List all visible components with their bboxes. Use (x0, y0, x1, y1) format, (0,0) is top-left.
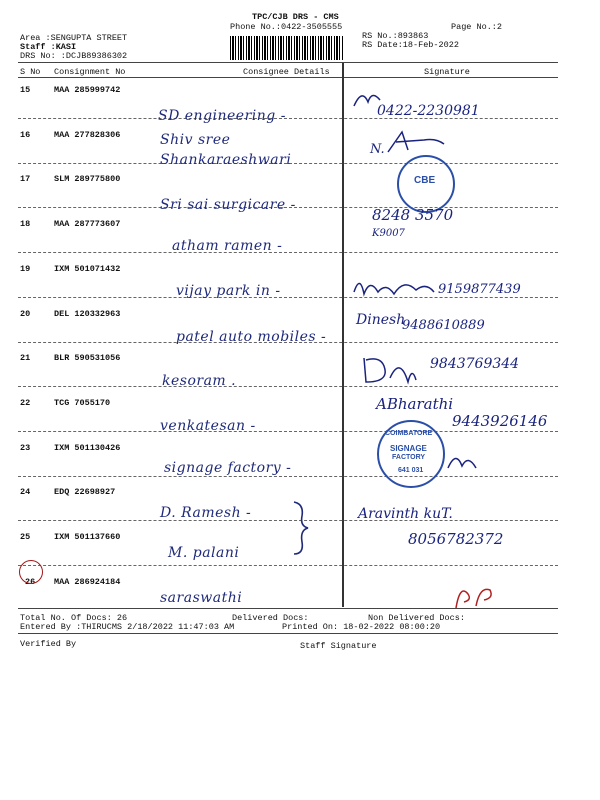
signature-phone: 9159877439 (438, 282, 521, 297)
row-consignment-number: IXM 501137660 (54, 532, 121, 542)
consignee-handwriting: Sri sai surgicare - (160, 197, 296, 213)
row-consignment-number: TCG 7055170 (54, 398, 111, 408)
signature-phone: 9488610889 (402, 318, 485, 333)
footer-rule (18, 608, 558, 609)
signature-scribble (444, 446, 484, 476)
row-consignment-number: BLR 590531056 (54, 353, 121, 363)
consignee-handwriting: atham ramen - (172, 238, 283, 254)
column-consignee: Consignee Details (243, 67, 330, 77)
row-serial: 26 (25, 577, 36, 587)
row-serial: 17 (20, 174, 31, 184)
delivered-docs: Delivered Docs: (232, 613, 309, 623)
signage-factory-stamp: COIMBATORE SIGNAGE FACTORY 641 031 (377, 420, 445, 488)
signature-phone: 9843769344 (430, 356, 520, 372)
row-serial: 23 (20, 443, 31, 453)
row-serial: 22 (20, 398, 31, 408)
consignee-handwriting: patel auto mobiles - (176, 329, 327, 345)
phone-number: Phone No.:0422-3505555 (230, 22, 343, 32)
staff-signature: Staff Signature (300, 641, 377, 651)
consignee-handwriting: signage factory - (164, 460, 292, 476)
consignee-handwriting: venkatesan - (160, 418, 256, 434)
staff-label: Staff :KASI (20, 42, 77, 52)
footer-rule-bottom (18, 633, 558, 634)
row-serial: 19 (20, 264, 31, 274)
signature-note: K9007 (372, 228, 405, 239)
consignee-handwriting: D. Ramesh - (160, 505, 252, 521)
row-separator (18, 476, 558, 477)
signature-phone: 8056782372 (408, 530, 504, 548)
report-title: TPC/CJB DRS - CMS (252, 12, 339, 22)
row-consignment-number: SLM 289775800 (54, 174, 121, 184)
row-separator (18, 565, 558, 566)
row-serial: 25 (20, 532, 31, 542)
verified-by: Verified By (20, 639, 77, 649)
row-consignment-number: IXM 501071432 (54, 264, 121, 274)
consignee-handwriting: Shankaraeshwari (160, 152, 292, 168)
row-serial: 24 (20, 487, 31, 497)
circled-row-marker (19, 560, 43, 584)
total-docs: Total No. Of Docs: 26 (20, 613, 128, 623)
row-consignment-number: MAA 285999742 (54, 85, 121, 95)
row-serial: 18 (20, 219, 31, 229)
row-separator (18, 386, 558, 387)
signature-phone: 8248 3570 (372, 206, 454, 224)
row-consignment-number: MAA 277828306 (54, 130, 121, 140)
signature-scribble (360, 352, 420, 388)
signature-name: Aravinth kuT. (358, 506, 453, 522)
non-delivered-docs: Non Delivered Docs: (368, 613, 465, 623)
page-number: Page No.:2 (451, 22, 503, 32)
signature-name: Dinesh (356, 312, 406, 328)
row-serial: 15 (20, 85, 31, 95)
signature-scribble (350, 272, 440, 302)
signature-phone: 0422-2230981 (377, 103, 480, 119)
row-serial: 21 (20, 353, 31, 363)
row-serial: 20 (20, 309, 31, 319)
rs-number: RS No.:893863 (362, 31, 429, 41)
printed-on: Printed On: 18-02-2022 08:00:20 (282, 622, 441, 632)
consignee-handwriting: kesoram . (162, 373, 237, 389)
barcode (230, 36, 344, 60)
consignee-handwriting: SD engineering - (158, 108, 286, 124)
column-sno: S No (20, 67, 41, 77)
row-separator (18, 431, 558, 432)
row-separator (18, 520, 558, 521)
signature-initial: N. (370, 142, 385, 157)
column-divider (342, 63, 344, 607)
row-consignment-number: DEL 120332963 (54, 309, 121, 319)
column-rule (18, 77, 558, 78)
row-serial: 16 (20, 130, 31, 140)
area-label: Area :SENGUPTA STREET (20, 33, 128, 43)
consignee-handwriting: Shiv sree (160, 132, 231, 148)
row-consignment-number: MAA 286924184 (54, 577, 121, 587)
signature-scribble (384, 128, 454, 158)
row-separator (18, 297, 558, 298)
row-separator (18, 252, 558, 253)
consignee-handwriting: saraswathi (160, 590, 243, 606)
consignee-handwriting: M. palani (168, 545, 240, 561)
drs-number: DRS No: :DCJB89386302 (20, 51, 128, 61)
row-consignment-number: EDQ 22698927 (54, 487, 116, 497)
header-rule (18, 62, 558, 63)
column-signature: Signature (424, 67, 470, 77)
signature-name: ABharathi (376, 395, 454, 413)
row-consignment-number: MAA 287773607 (54, 219, 121, 229)
column-consignment: Consignment No (54, 67, 126, 77)
entered-by: Entered By :THIRUCMS 2/18/2022 11:47:03 AM (20, 622, 235, 632)
rs-date: RS Date:18-Feb-2022 (362, 40, 459, 50)
consignee-handwriting: vijay park in - (176, 283, 281, 299)
signature-phone: 9443926146 (452, 412, 548, 430)
brace-mark (290, 498, 314, 558)
cbe-stamp: CBE (397, 155, 455, 213)
row-consignment-number: IXM 501130426 (54, 443, 121, 453)
